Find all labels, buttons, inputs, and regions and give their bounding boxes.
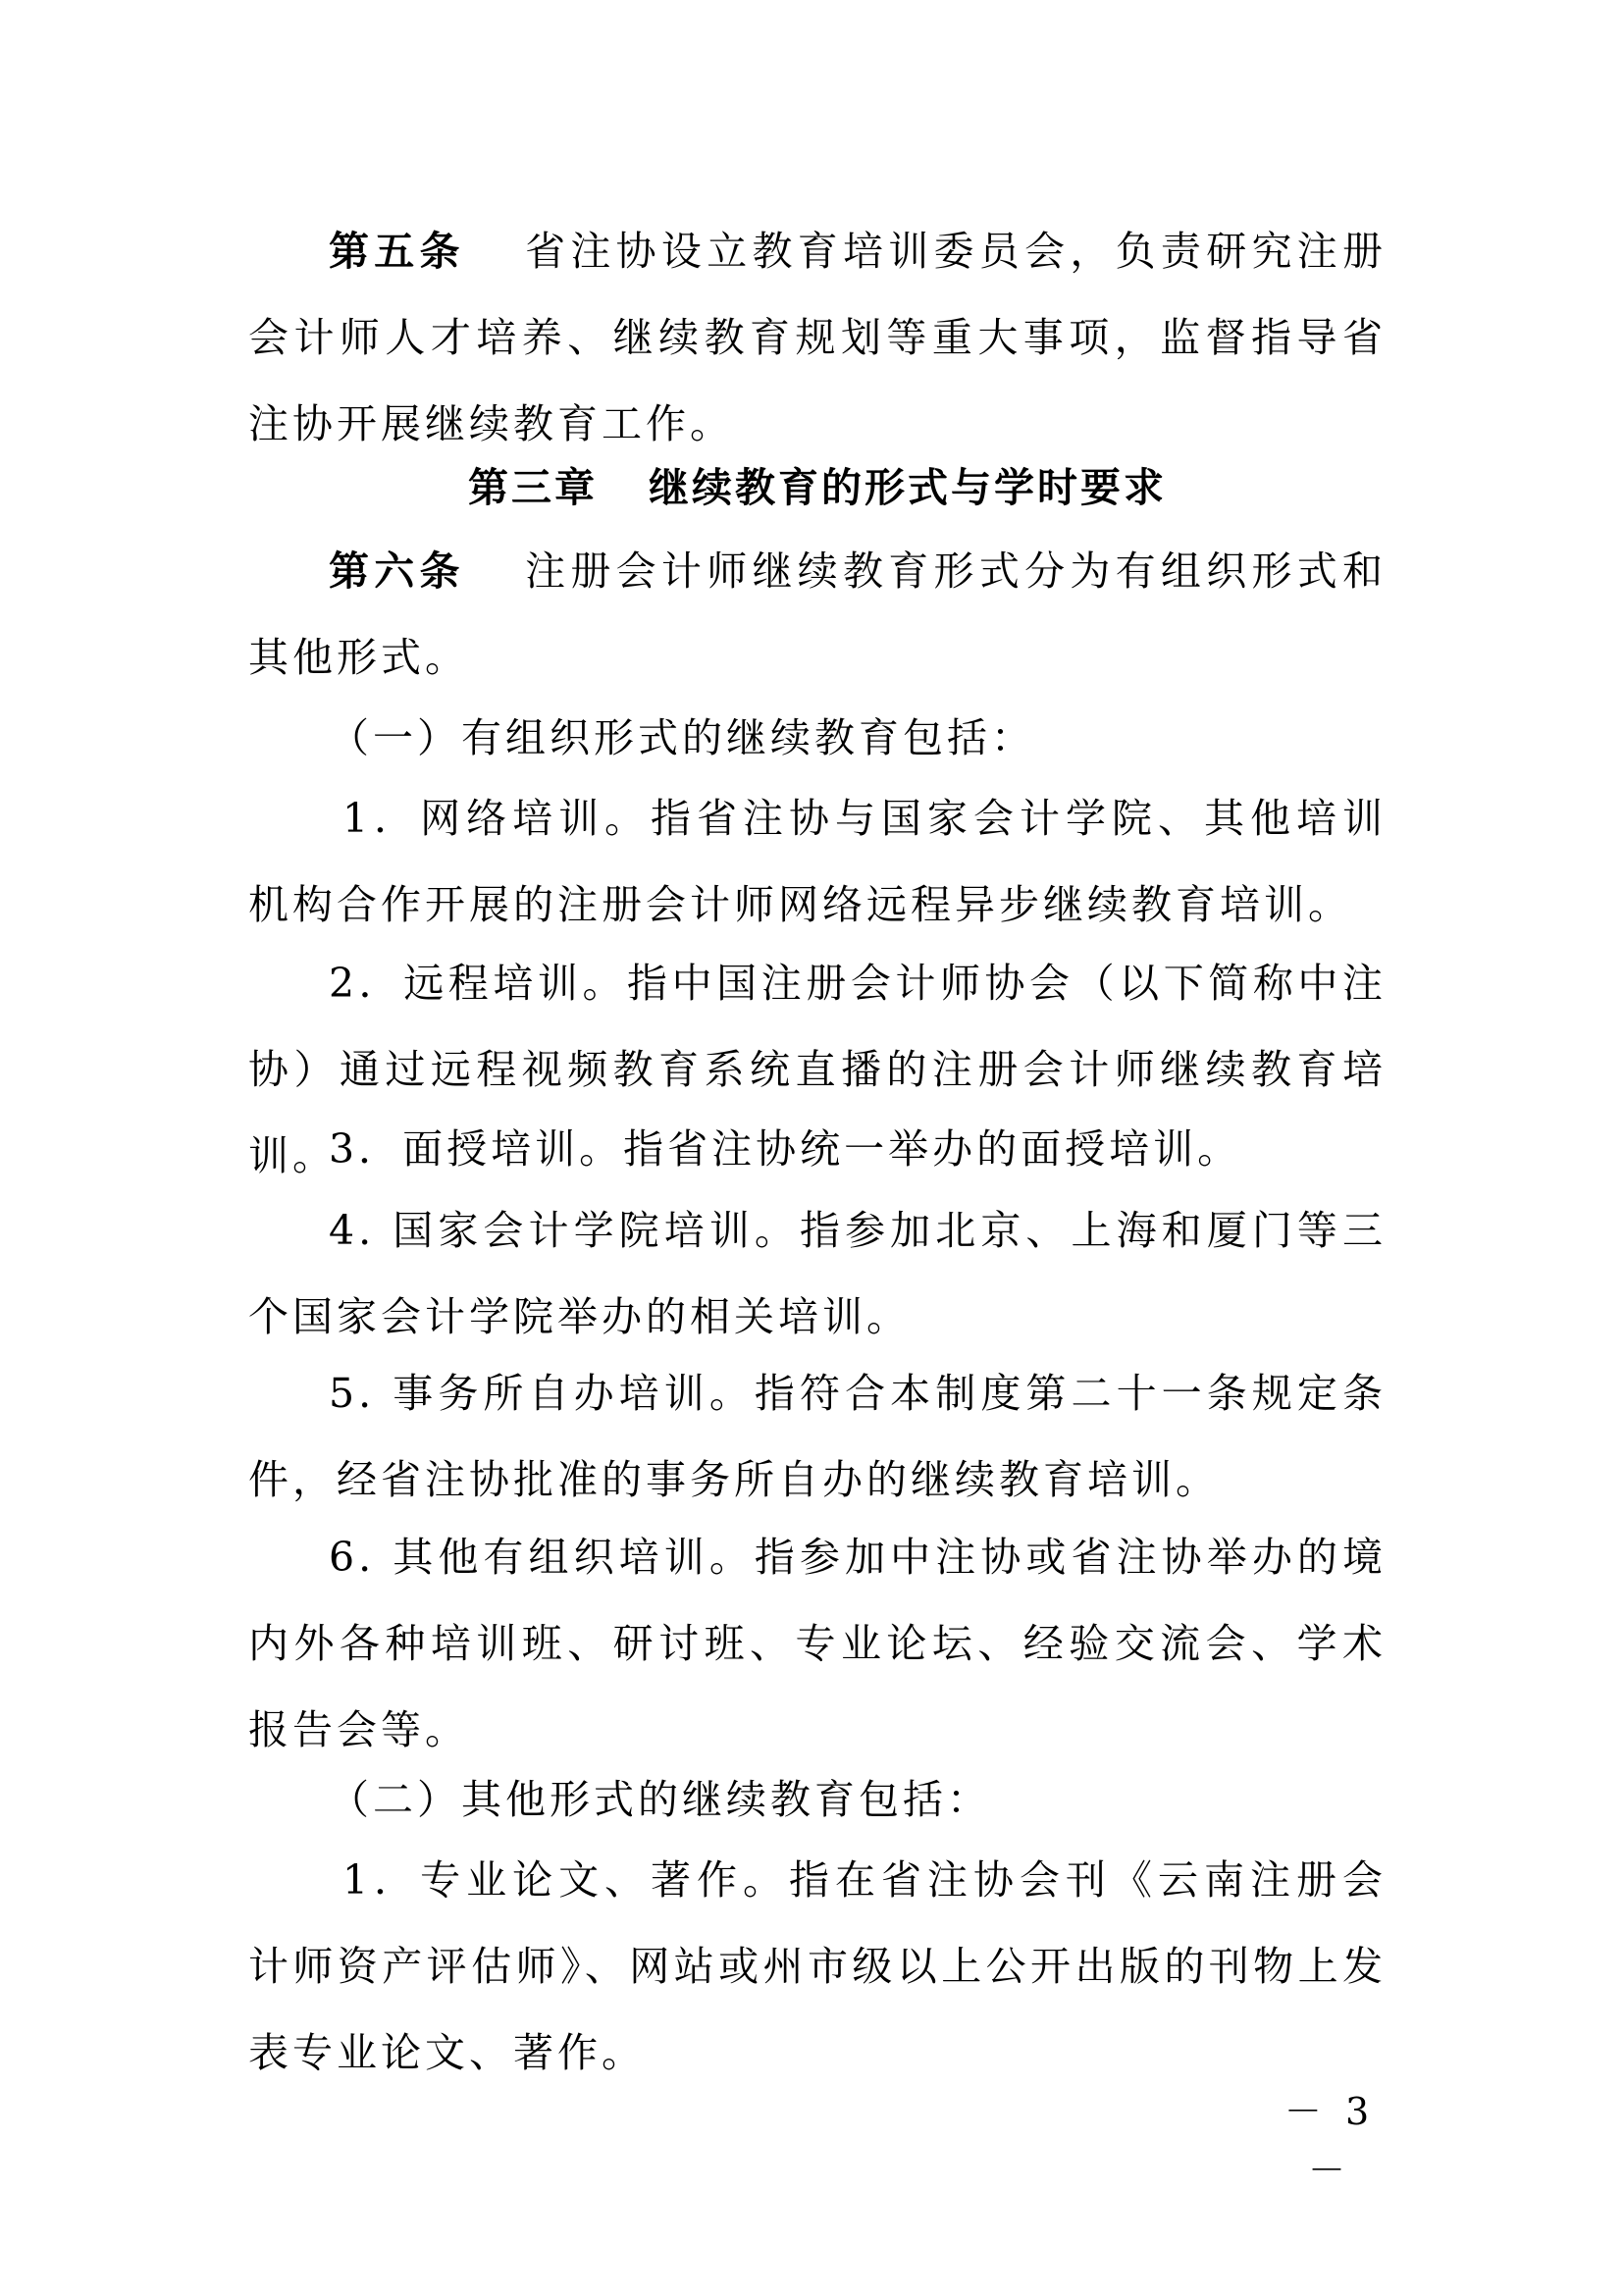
organized-item-2: 2．远程培训。指中国注册会计师协会（以下简称中注协）通过远程视频教育系统直播的注册会计师继续教育培训。 — [248, 960, 1387, 1179]
organized-item-1: 1．网络培训。指省注协与国家会计学院、其他培训机构合作开展的注册会计师网络远程异步继续教育培训。 — [248, 795, 1387, 928]
chapter-3-number: 第三章 — [468, 464, 598, 511]
organized-item-6: 6. 其他有组织培训。指参加中注协或省注协举办的境内外各种培训班、研讨班、专业论坛、经验交流会、学术报告会等。 — [248, 1534, 1387, 1753]
article-5-lead: 第五条 — [329, 228, 465, 275]
organized-forms-heading: （一）有组织形式的继续教育包括： — [329, 714, 1035, 761]
article-6-text: 注册会计师继续教育形式分为有组织形式和其他形式。 — [248, 548, 1388, 681]
organized-item-4: 4. 国家会计学院培训。指参加北京、上海和厦门等三个国家会计学院举办的相关培训。 — [248, 1207, 1387, 1340]
other-item-1: 1．专业论文、著作。指在省注协会刊《云南注册会计师资产评估师》、网站或州市级以上公开出版的刊物上发表专业论文、著作。 — [248, 1856, 1387, 2076]
organized-item-3: 3．面授培训。指省注协统一举办的面授培训。 — [329, 1125, 1242, 1173]
chapter-3-heading — [248, 444, 1387, 531]
other-forms-heading: （二）其他形式的继续教育包括： — [329, 1776, 991, 1823]
chapter-3-title: 继续教育的形式与学时要求 — [649, 464, 1167, 511]
page-number: － 3 － — [1283, 2090, 1376, 2192]
article-5-paragraph — [248, 208, 1387, 467]
article-5-text: 省注协设立教育培训委员会，负责研究注册会计师人才培养、继续教育规划等重大事项，监督指导省注协开展继续教育工作。 — [248, 228, 1388, 447]
organized-item-5: 5. 事务所自办培训。指符合本制度第二十一条规定条件，经省注协批准的事务所自办的继续教育培训。 — [248, 1370, 1387, 1503]
article-6-paragraph — [248, 528, 1387, 701]
article-6-lead: 第六条 — [329, 548, 465, 595]
